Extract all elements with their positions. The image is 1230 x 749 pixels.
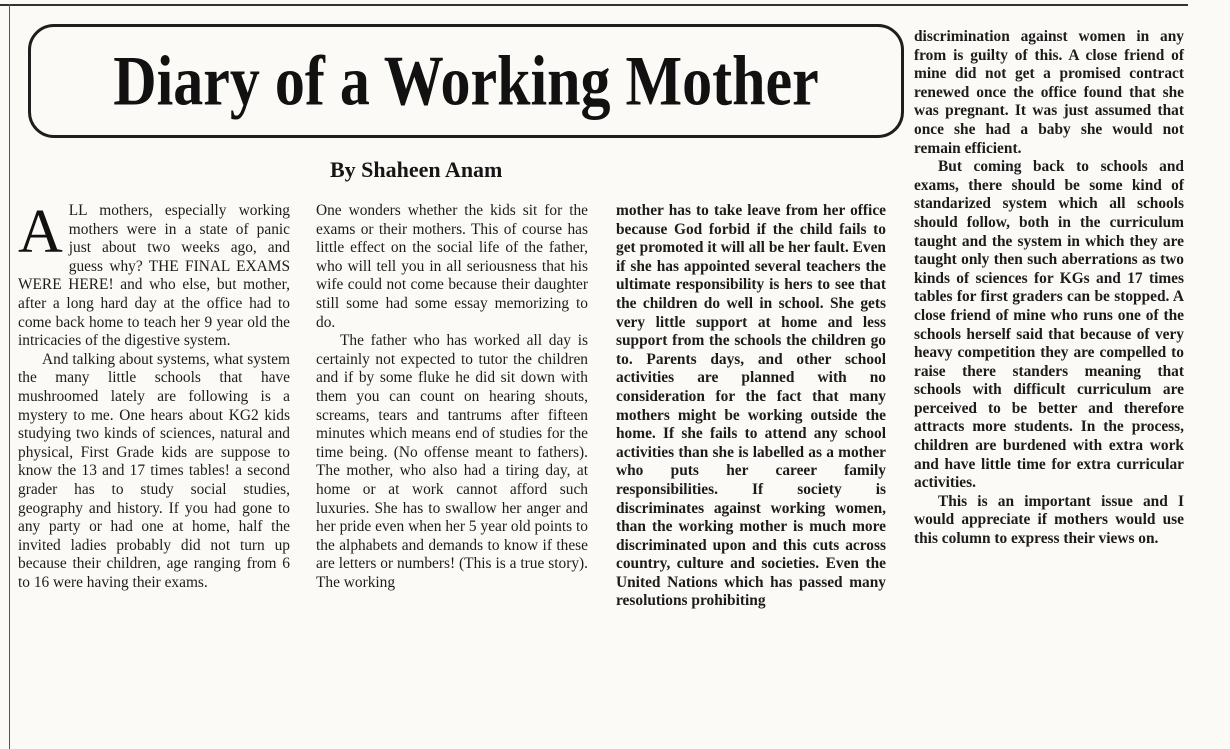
paragraph-text: LL mothers, especially working mothers were in a state of panic just about two weeks ago, and guess why? THE FINAL EXAMS WERE HERE! and who else, but mother, after a long hard day at the office had to come back home to teach her 9 year old the intricacies of the digestive system. bbox=[18, 202, 290, 350]
article-column-2 bbox=[316, 202, 588, 592]
paragraph: One wonders whether the kids sit for the exams or their mothers. This of course has little effect on the social life of the father, who will tell you in all seriousness that his wife could not come because their daughter still some had some essay memorizing to do. bbox=[316, 202, 588, 331]
paragraph: And talking about systems, what system the many little schools that have mushroomed lately are following is a mystery to me. One hears about KG2 kids studying two kinds of sciences, natural and physical, First Grade kids are suppose to know the 13 and 17 times tables! a second grader has to study social studies, geography and history. If you had gone to any party or had one at home, half the invited ladies probably did not turn up because their children, age ranging from 6 to 16 were having their exams. bbox=[18, 350, 290, 591]
paragraph: This is an important issue and I would appreciate if mothers would use this column to express their views on. bbox=[914, 492, 1184, 548]
paragraph: But coming back to schools and exams, there should be some kind of standarized system which all schools should follow, both in the curriculum taught and the system in which they are taught only then such aberrations as two kinds of sciences for KGs and 17 times tables for first graders can be stopped. A close friend of mine who runs one of the schools herself said that because of very heavy competition they are compelled to raise there standers meaning that schools with difficult curriculum are perceived to be better and therefore attracts more students. In the process, children are burdened with extra work and have little time for extra curricular activities. bbox=[914, 158, 1184, 492]
article-column-1 bbox=[18, 198, 290, 592]
drop-cap: A bbox=[18, 198, 63, 266]
paragraph: discrimination against women in any from is guilty of this. A close friend of mine did not get a promised contract renewed once the office found that she was pregnant. It was just assumed that once she had a baby she would not remain efficient. bbox=[914, 28, 1184, 157]
headline-box bbox=[28, 24, 904, 138]
article-column-4 bbox=[914, 28, 1184, 549]
byline: By Shaheen Anam bbox=[330, 157, 503, 182]
headline: Diary of a Working Mother bbox=[113, 41, 819, 120]
paragraph bbox=[18, 198, 290, 351]
left-column-rule bbox=[9, 4, 10, 749]
article-column-3 bbox=[616, 202, 886, 611]
top-rule bbox=[0, 4, 1188, 6]
paragraph: The father who has worked all day is certainly not expected to tutor the children and if by some fluke he did sit down with them you can count on hearing shouts, screams, tears and tantrums after fifteen minutes which means end of studies for the time being. (No offense meant to fathers). The mother, who also had a tiring day, at home or at work cannot afford such luxuries. She has to swallow her anger and her pride even when her 5 year old points to the alphabets and demands to know if these are letters or numbers! (This is a true story). The working bbox=[316, 332, 588, 591]
paragraph: mother has to take leave from her office because God forbid if the child fails to get promoted it will all be her fault. Even if she has appointed several teachers the ultimate responsibility is hers to see that the children do well in school. She gets very little support at home and less support from the schools the children go to. Parents days, and other school activities are planned with no consideration for the fact that many mothers might be working outside the home. If she fails to attend any school activities than she is labelled as a mother who puts her career family responsibilities. If society is discriminates against working women, than the working mother is much more discriminated upon and this cuts across country, culture and societies. Even the United Nations which has passed many resolutions prohibiting bbox=[616, 202, 886, 610]
